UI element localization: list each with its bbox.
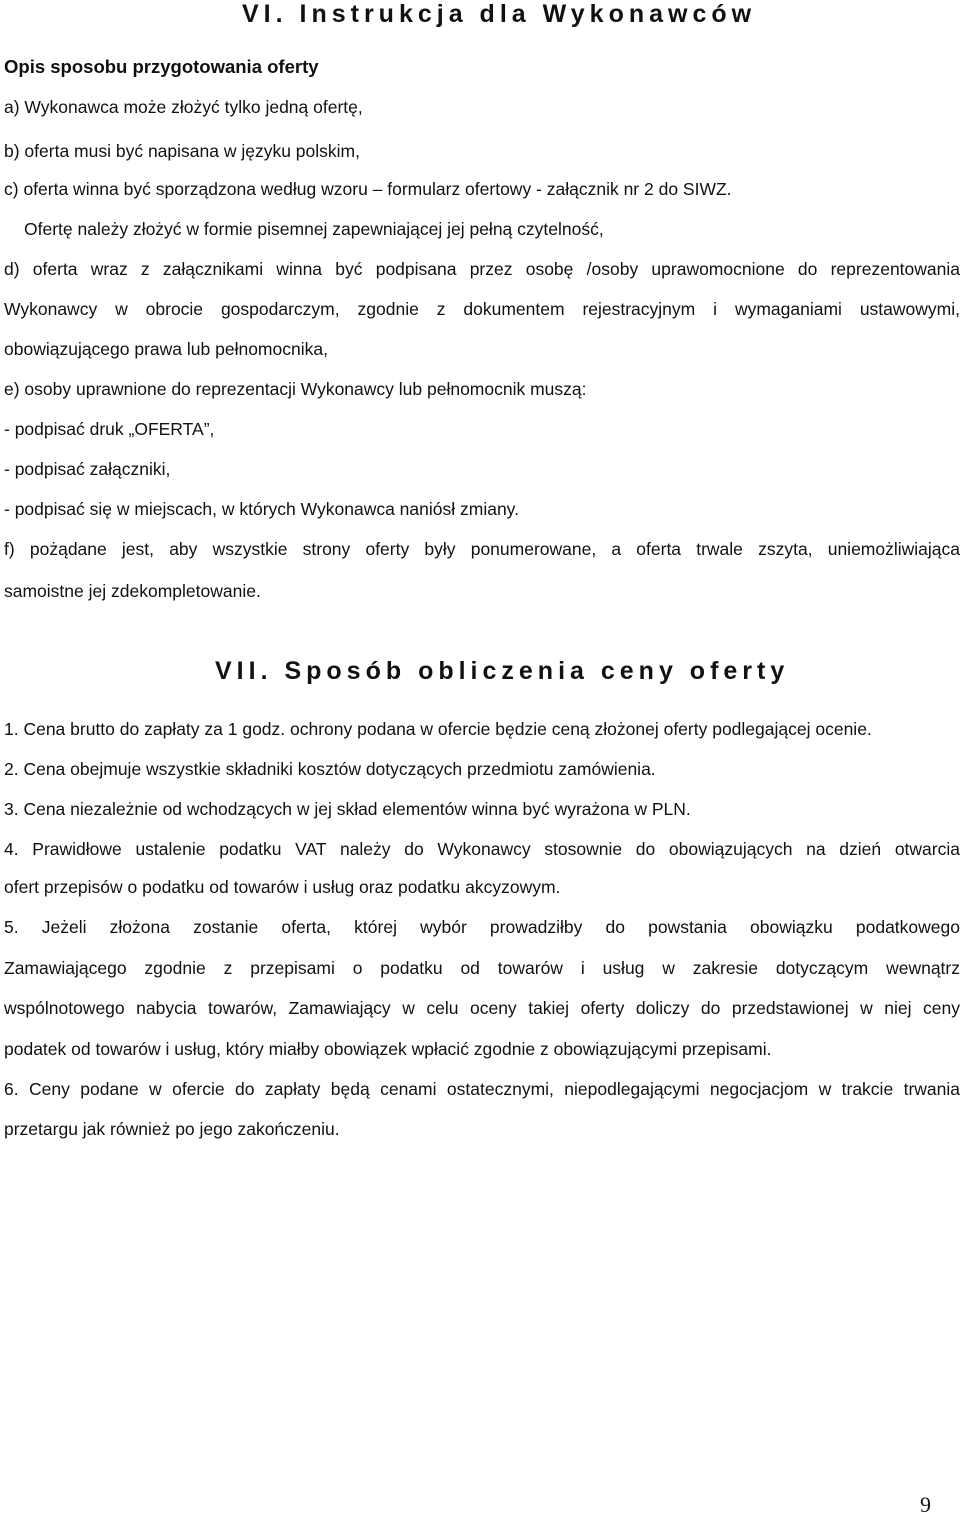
text-line: - podpisać załączniki, bbox=[4, 459, 171, 479]
section-subheading: Opis sposobu przygotowania oferty bbox=[4, 56, 319, 77]
text-line: Wykonawcy w obrocie gospodarczym, zgodnie z dokumentem rejestracyjnym i wymaganiami ustawowymi, bbox=[4, 299, 960, 319]
text-line: 6. Ceny podane w ofercie do zapłaty będą cenami ostatecznymi, niepodlegającymi negocjacjom w trakcie trwania bbox=[4, 1079, 960, 1099]
text-line: b) oferta musi być napisana w języku polskim, bbox=[4, 141, 360, 161]
text-line: - podpisać druk „OFERTA”, bbox=[4, 419, 215, 439]
text-line: obowiązującego prawa lub pełnomocnika, bbox=[4, 339, 328, 359]
text-line: ofert przepisów o podatku od towarów i usług oraz podatku akcyzowym. bbox=[4, 877, 561, 897]
text-line: e) osoby uprawnione do reprezentacji Wykonawcy lub pełnomocnik muszą: bbox=[4, 379, 587, 399]
text-line: 5. Jeżeli złożona zostanie oferta, której wybór prowadziłby do powstania obowiązku podatkowego bbox=[4, 917, 960, 937]
text-line: wspólnotowego nabycia towarów, Zamawiający w celu oceny takiej oferty doliczy do przedstawionej w niej ceny bbox=[4, 998, 960, 1018]
text-line: f) pożądane jest, aby wszystkie strony oferty były ponumerowane, a oferta trwale zszyta, uniemożliwiająca bbox=[4, 539, 960, 559]
text-line: Zamawiającego zgodnie z przepisami o podatku od towarów i usług w zakresie dotyczącym wewnątrz bbox=[4, 958, 960, 978]
text-line: 4. Prawidłowe ustalenie podatku VAT należy do Wykonawcy stosownie do obowiązujących na dzień otwarcia bbox=[4, 839, 960, 859]
text-line: 3. Cena niezależnie od wchodzących w jej skład elementów winna być wyrażona w PLN. bbox=[4, 799, 691, 819]
text-line: podatek od towarów i usług, który miałby obowiązek wpłacić zgodnie z obowiązującymi przepisami. bbox=[4, 1039, 772, 1059]
text-line: Ofertę należy złożyć w formie pisemnej zapewniającej jej pełną czytelność, bbox=[24, 219, 604, 239]
section-heading-vii: VII. Sposób obliczenia ceny oferty bbox=[215, 657, 790, 685]
text-line: a) Wykonawca może złożyć tylko jedną ofertę, bbox=[4, 97, 363, 117]
text-line: c) oferta winna być sporządzona według wzoru – formularz ofertowy - załącznik nr 2 do SIWZ. bbox=[4, 179, 732, 199]
text-line: - podpisać się w miejscach, w których Wykonawca naniósł zmiany. bbox=[4, 499, 519, 519]
text-line: d) oferta wraz z załącznikami winna być podpisana przez osobę /osoby uprawomocnione do reprezentowania bbox=[4, 259, 960, 279]
text-line: 2. Cena obejmuje wszystkie składniki kosztów dotyczących przedmiotu zamówienia. bbox=[4, 759, 656, 779]
text-line: samoistne jej zdekompletowanie. bbox=[4, 581, 261, 601]
section-heading-vi: VI. Instrukcja dla Wykonawców bbox=[242, 0, 757, 28]
text-line: przetargu jak również po jego zakończeniu. bbox=[4, 1119, 340, 1139]
page-number: 9 bbox=[920, 1492, 931, 1517]
text-line: 1. Cena brutto do zapłaty za 1 godz. ochrony podana w ofercie będzie ceną złożonej oferty podlegającej ocenie. bbox=[4, 719, 872, 739]
